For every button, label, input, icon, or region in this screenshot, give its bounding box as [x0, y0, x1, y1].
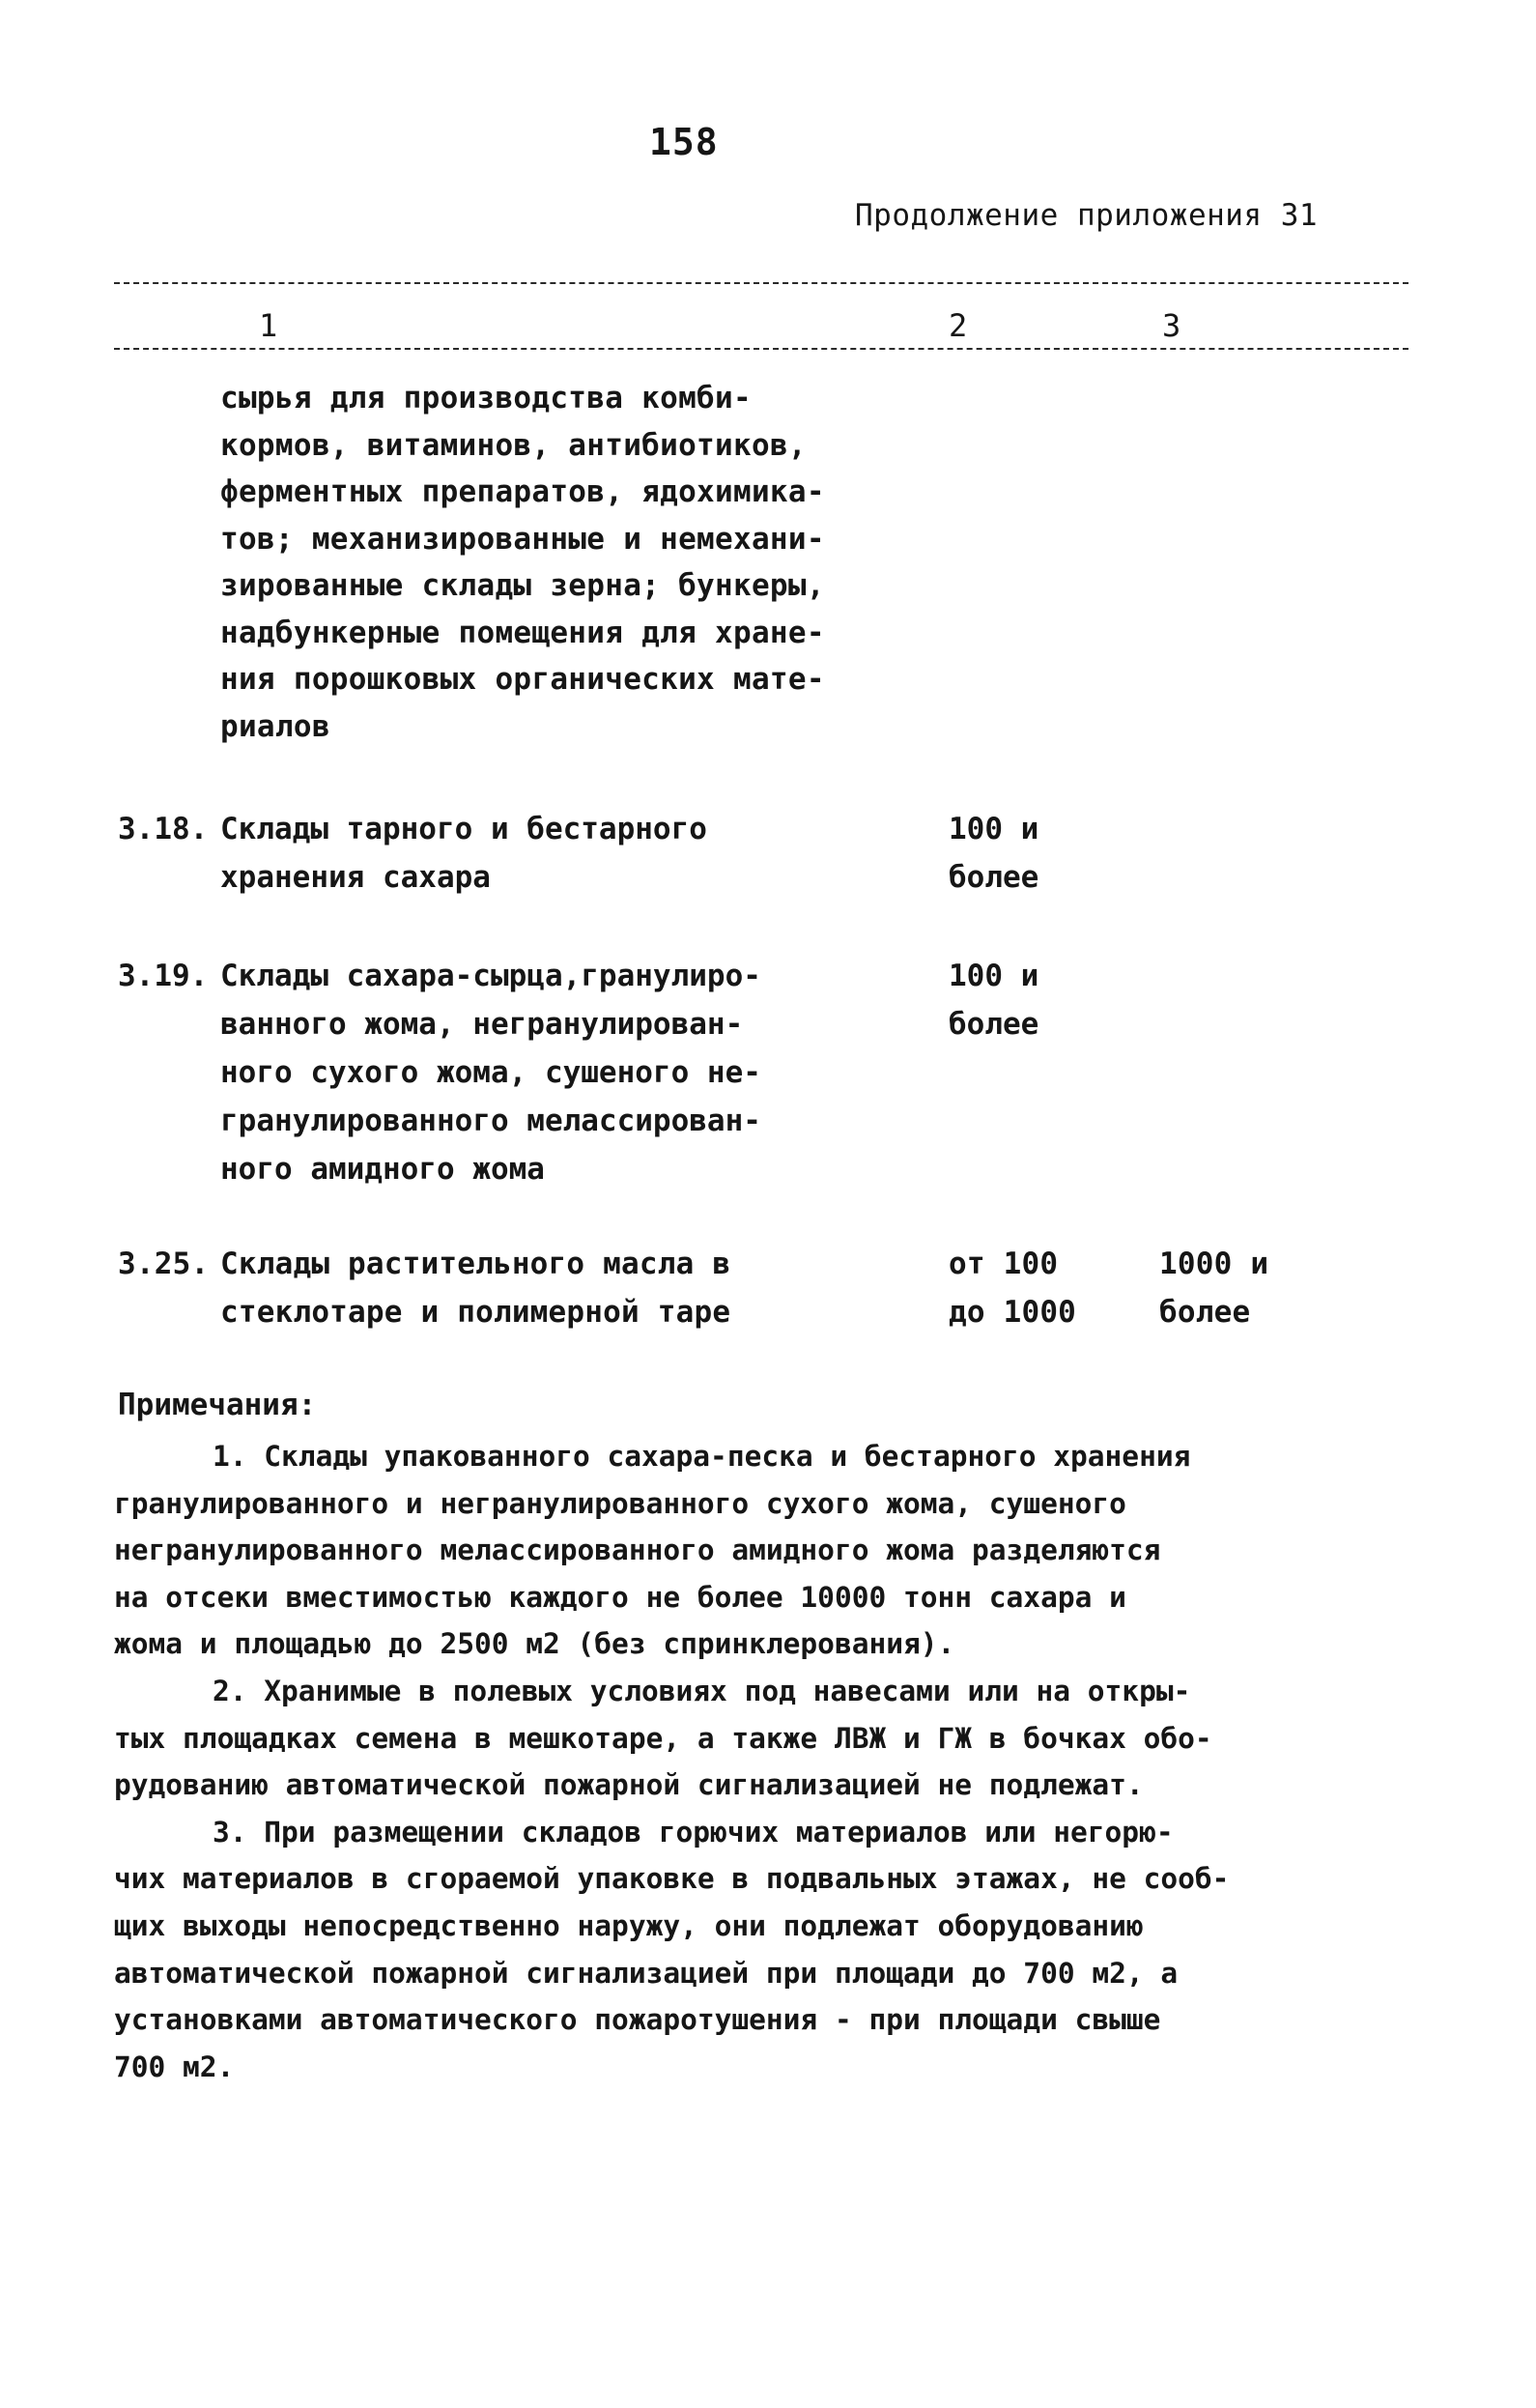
row-name-line: ванного жома, негранулирован- — [220, 1007, 744, 1042]
row-col3-value — [1159, 1240, 1268, 1336]
table-top-rule — [114, 282, 1408, 284]
row-col2-line: 100 и — [949, 959, 1039, 993]
note-line: 1. Склады упакованного сахара-песка и бестарного хранения — [213, 1440, 1191, 1473]
note-line: жома и площадью до 2500 м2 (без спринклерования). — [114, 1627, 955, 1661]
continued-text-line: надбункерные помещения для хране- — [220, 615, 825, 650]
row-col2-line: от 100 — [949, 1247, 1059, 1281]
row-name-line: Склады растительного масла в — [220, 1247, 731, 1281]
note-line: тых площадках семена в мешкотаре, а также ЛВЖ и ГЖ в бочках обо- — [114, 1721, 1212, 1755]
row-name-line: Склады тарного и бестарного — [220, 812, 707, 846]
table-header-rule — [114, 348, 1408, 350]
note-line: автоматической пожарной сигнализацией при площади до 700 м2, а — [114, 1956, 1179, 1990]
note-line: 2. Хранимые в полевых условиях под навесами или на откры- — [213, 1674, 1191, 1707]
appendix-continuation-title: Продолжение приложения 31 — [855, 198, 1319, 233]
continued-text-line: риалов — [220, 708, 330, 744]
row-col2-line: более — [949, 1007, 1039, 1042]
note-line: гранулированного и негранулированного сухого жома, сушеного — [114, 1486, 1126, 1520]
row-col2-value — [949, 952, 1038, 1048]
note-line: 700 м2. — [114, 2050, 235, 2083]
continued-text-line: сырья для производства комби- — [220, 381, 752, 416]
note-line: установками автоматического пожаротушения - при площади свыше — [114, 2003, 1161, 2037]
row-col2-line: более — [949, 860, 1039, 895]
row-name-line: стеклотаре и полимерной таре — [220, 1295, 731, 1330]
row-name — [220, 805, 707, 902]
row-name-line: гранулированного мелассирован- — [220, 1104, 761, 1138]
row-col2-line: 100 и — [949, 812, 1039, 846]
row-name — [220, 952, 761, 1193]
row-col3-line: более — [1159, 1295, 1251, 1330]
note-line: чих материалов в сгораемой упаковке в подвальных этажах, не сооб- — [114, 1862, 1230, 1896]
continued-text-line: тов; механизированные и немехани- — [220, 521, 825, 557]
row-col3-line: 1000 и — [1159, 1247, 1269, 1281]
continued-text-line: кормов, витаминов, антибиотиков, — [220, 427, 807, 463]
notes-heading: Примечания: — [118, 1388, 317, 1422]
column-header-2: 2 — [949, 307, 968, 344]
column-header-3: 3 — [1162, 307, 1181, 344]
row-name-line: ного сухого жома, сушеного не- — [220, 1055, 761, 1090]
row-col2-line: до 1000 — [949, 1295, 1077, 1330]
note-line: на отсеки вместимостью каждого не более 10000 тонн сахара и — [114, 1580, 1126, 1614]
row-name-line: ного амидного жома — [220, 1152, 545, 1187]
row-col2-value — [949, 1240, 1076, 1336]
continued-row-text — [220, 375, 825, 750]
continued-text-line: ния порошковых органических мате- — [220, 662, 825, 697]
row-name — [220, 1240, 730, 1336]
note-line: негранулированного мелассированного амидного жома разделяются — [114, 1534, 1161, 1567]
continued-text-line: зированные склады зерна; бункеры, — [220, 568, 825, 603]
note-line: 3. При размещении складов горючих материалов или негорю- — [213, 1815, 1174, 1849]
column-header-1: 1 — [259, 307, 278, 344]
row-number: 3.25. — [118, 1247, 210, 1281]
notes-body — [114, 1433, 1408, 2090]
page-number: 158 — [649, 121, 719, 163]
continued-text-line: ферментных препаратов, ядохимика- — [220, 474, 825, 509]
row-col2-value — [949, 805, 1038, 902]
row-name-line: Склады сахара-сырца,гранулиро- — [220, 959, 761, 993]
row-number: 3.18. — [118, 812, 209, 846]
note-line: щих выходы непосредственно наружу, они подлежат оборудованию — [114, 1908, 1144, 1942]
note-line: рудованию автоматической пожарной сигнализацией не подлежат. — [114, 1768, 1144, 1802]
row-name-line: хранения сахара — [220, 860, 491, 895]
row-number: 3.19. — [118, 959, 209, 993]
